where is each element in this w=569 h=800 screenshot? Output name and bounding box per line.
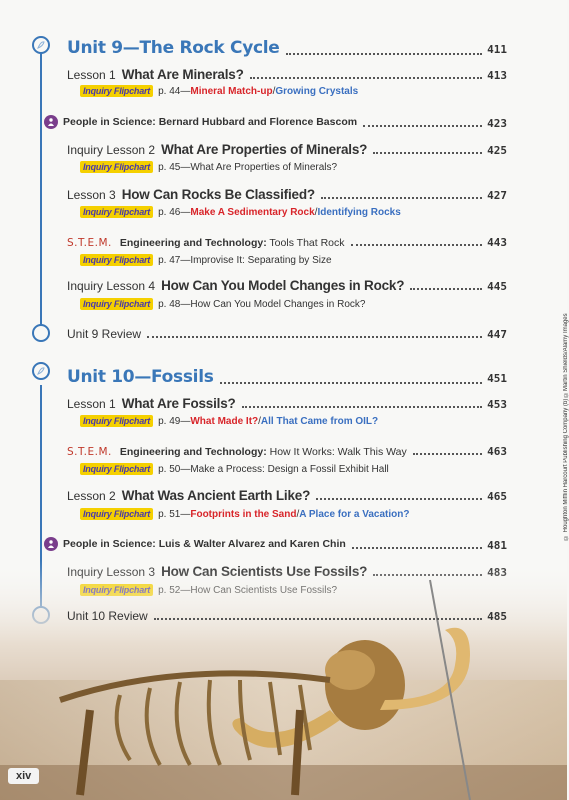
unit9-flipchart-47[interactable] <box>80 254 332 266</box>
lesson-prefix: Lesson 1 <box>67 68 116 82</box>
leader-dots <box>316 498 482 500</box>
lesson-title: What Are Fossils? <box>121 396 236 411</box>
pis-wrap <box>44 537 346 551</box>
flipchart-activity-a: What Made It? <box>190 415 259 427</box>
unit9-stem-row[interactable] <box>67 236 507 249</box>
mammoth-skeleton-photo <box>0 560 567 800</box>
stem-bold: Engineering and Technology: <box>119 237 267 249</box>
unit10-stem-row[interactable] <box>67 445 507 458</box>
unit10-flipchart-51[interactable] <box>80 508 409 520</box>
review-page: 447 <box>487 328 507 341</box>
stem-rest: How It Works: Walk This Way <box>266 446 407 458</box>
stem-page: 443 <box>487 236 507 249</box>
lesson-title: What Was Ancient Earth Like? <box>121 488 311 503</box>
leader-dots <box>220 382 483 384</box>
lesson-page: 465 <box>487 490 507 503</box>
lesson-title: What Are Minerals? <box>121 67 244 82</box>
inquiry-flipchart-badge: Inquiry Flipchart <box>80 85 153 97</box>
inquiry-flipchart-badge: Inquiry Flipchart <box>80 254 153 266</box>
flipchart-ref: p. 50—Make a Process: Design a Fossil Exhibit Hall <box>158 463 389 475</box>
unit10-lesson1-row[interactable] <box>67 396 507 411</box>
inquiry-flipchart-badge: Inquiry Flipchart <box>80 415 153 427</box>
stem-rest: Tools That Rock <box>266 237 345 249</box>
flipchart-ref: p. 48—How Can You Model Changes in Rock? <box>158 298 366 310</box>
unit10-review-row[interactable] <box>67 609 507 623</box>
leader-dots <box>250 77 483 79</box>
lesson-page: 413 <box>487 69 507 82</box>
leader-dots <box>363 125 482 127</box>
review-page: 485 <box>487 610 507 623</box>
unit10-leaf-node-icon <box>32 362 50 380</box>
lesson-title: How Can You Model Changes in Rock? <box>161 278 405 293</box>
lesson-title: What Are Properties of Minerals? <box>161 142 368 157</box>
unit9-flipchart-48[interactable] <box>80 298 365 310</box>
leader-dots <box>351 244 483 246</box>
flipchart-activity-a: Mineral Match-up <box>190 85 273 97</box>
unit9-title-row[interactable] <box>67 38 507 58</box>
leader-dots <box>154 618 482 620</box>
flipchart-ref: p. 51— <box>158 508 191 520</box>
inquiry-flipchart-badge: Inquiry Flipchart <box>80 161 153 173</box>
unit10-flipchart-49[interactable] <box>80 415 378 427</box>
inquiry-flipchart-badge: Inquiry Flipchart <box>80 206 153 218</box>
flipchart-activity-b: A Place for a Vacation? <box>299 508 410 520</box>
stem-label: S.T.E.M. <box>67 446 112 458</box>
people-in-science-icon <box>44 537 58 551</box>
unit9-people-in-science-row[interactable] <box>44 115 507 130</box>
inquiry-flipchart-badge: Inquiry Flipchart <box>80 508 153 520</box>
flipchart-ref: p. 47—Improvise It: Separating by Size <box>158 254 332 266</box>
pis-page: 423 <box>487 117 507 130</box>
leader-dots <box>286 53 483 55</box>
copyright-credit: © Houghton Mifflin Harcourt Publishing Company (b) ©Martin Shields/Alamy Images <box>563 313 569 540</box>
unit10-title: Unit 10—Fossils <box>67 367 214 387</box>
lesson-prefix: Inquiry Lesson 2 <box>67 143 156 157</box>
unit10-flipchart-50[interactable] <box>80 463 389 475</box>
unit10-lesson2-row[interactable] <box>67 488 507 503</box>
unit9-review-node <box>32 324 50 342</box>
pis-wrap <box>44 115 357 129</box>
lesson-page: 445 <box>487 280 507 293</box>
unit9-lesson4-row[interactable] <box>67 278 507 293</box>
lesson-prefix: Lesson 2 <box>67 489 116 503</box>
unit9-flipchart-45[interactable] <box>80 161 337 173</box>
inquiry-flipchart-badge: Inquiry Flipchart <box>80 298 153 310</box>
flipchart-activity-a: Make A Sedimentary Rock <box>190 206 315 218</box>
review-label: Unit 9 Review <box>67 327 142 341</box>
unit9-lesson2-row[interactable] <box>67 142 507 157</box>
unit9-timeline <box>40 52 42 330</box>
people-in-science-icon <box>44 115 58 129</box>
unit9-title: Unit 9—The Rock Cycle <box>67 38 280 58</box>
flipchart-activity-b: Identifying Rocks <box>317 206 401 218</box>
unit9-review-row[interactable] <box>67 327 507 341</box>
leader-dots <box>352 547 482 549</box>
unit9-lesson1-row[interactable] <box>67 67 507 82</box>
page-number: xiv <box>8 768 39 784</box>
flipchart-activity-b: All That Came from OIL? <box>260 415 379 427</box>
unit9-leaf-node-icon <box>32 36 50 54</box>
review-label: Unit 10 Review <box>67 609 148 623</box>
leader-dots <box>410 288 482 290</box>
flipchart-ref: p. 49— <box>158 415 191 427</box>
flipchart-ref: p. 45—What Are Properties of Minerals? <box>158 161 338 173</box>
flipchart-ref: p. 46— <box>158 206 191 218</box>
lesson-page: 427 <box>487 189 507 202</box>
flipchart-activity-a: Footprints in the Sand <box>190 508 297 520</box>
stem-bold: Engineering and Technology: <box>119 446 267 458</box>
unit10-people-in-science-row[interactable] <box>44 537 507 552</box>
leader-dots <box>321 197 482 199</box>
pis-text: People in Science: Bernard Hubbard and Florence Bascom <box>63 116 358 128</box>
leader-dots <box>147 336 482 338</box>
flipchart-sep: / <box>272 85 276 97</box>
flipchart-sep: / <box>296 508 300 520</box>
unit10-page: 451 <box>487 372 507 385</box>
inquiry-flipchart-badge: Inquiry Flipchart <box>80 463 153 475</box>
pis-text: People in Science: Luis & Walter Alvarez and Karen Chin <box>63 538 346 550</box>
flipchart-ref: p. 44— <box>158 85 191 97</box>
flipchart-activity-b: Growing Crystals <box>275 85 359 97</box>
unit9-flipchart-44[interactable] <box>80 85 358 97</box>
flipchart-sep: / <box>314 206 318 218</box>
pis-page: 481 <box>487 539 507 552</box>
unit9-page: 411 <box>487 43 507 56</box>
unit9-flipchart-46[interactable] <box>80 206 401 218</box>
leader-dots <box>242 406 483 408</box>
leader-dots <box>413 453 482 455</box>
unit10-title-row[interactable] <box>67 367 507 387</box>
lesson-page: 453 <box>487 398 507 411</box>
lesson-page: 425 <box>487 144 507 157</box>
unit9-lesson3-row[interactable] <box>67 187 507 202</box>
flipchart-sep: / <box>258 415 261 427</box>
lesson-prefix: Inquiry Lesson 4 <box>67 279 156 293</box>
lesson-prefix: Lesson 1 <box>67 397 116 411</box>
leader-dots <box>373 152 482 154</box>
stem-page: 463 <box>487 445 507 458</box>
lesson-title: How Can Rocks Be Classified? <box>121 187 315 202</box>
stem-label: S.T.E.M. <box>67 237 112 249</box>
lesson-prefix: Lesson 3 <box>67 188 116 202</box>
